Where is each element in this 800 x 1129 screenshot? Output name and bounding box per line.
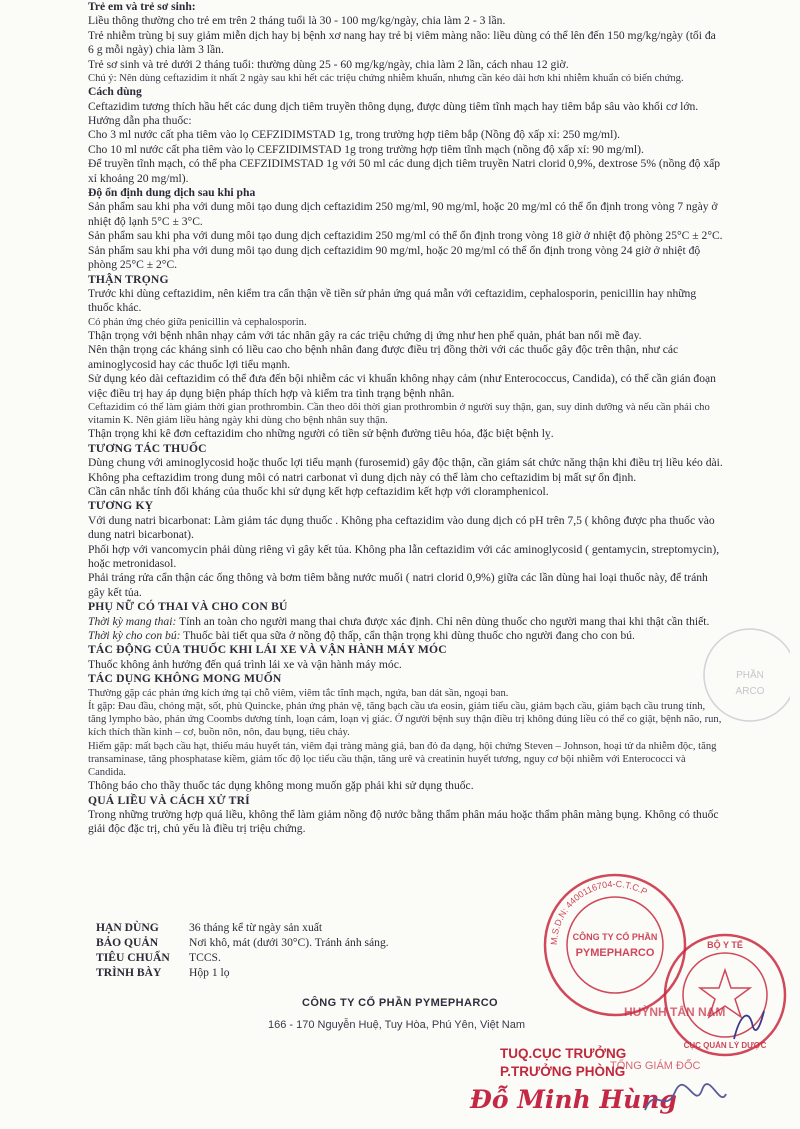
handwritten-signature xyxy=(640,1080,730,1120)
product-info-value: TCCS. xyxy=(189,951,221,964)
section-subheading: Cách dùng xyxy=(88,85,142,99)
company-name: CÔNG TY CỔ PHẦN PYMEPHARCO xyxy=(302,997,498,1009)
section-heading: QUÁ LIỀU VÀ CÁCH XỬ TRÍ xyxy=(88,793,250,807)
svg-text:PHẦN: PHẦN xyxy=(736,670,764,681)
government-stamp xyxy=(660,930,790,1060)
product-info-key: TIÊU CHUẨN xyxy=(96,951,170,964)
product-info-row xyxy=(96,950,389,965)
paragraph: Phối hợp với vancomycin phải dùng riêng vì gây kết tủa. Không pha lẫn ceftazidim với các aminoglycosid ( gentamycin, streptomycin), hoặc metronidasol. xyxy=(88,542,720,571)
paragraph: Thông báo cho thầy thuốc tác dụng không mong muốn gặp phải khi sử dụng thuốc. xyxy=(88,779,474,793)
paragraph xyxy=(88,629,724,643)
handwritten-mark xyxy=(728,1005,768,1045)
company-address: 166 - 170 Nguyễn Huệ, Tuy Hòa, Phú Yên, Việt Nam xyxy=(268,1019,526,1031)
director-name: HUỲNH TẤN NAM xyxy=(624,1005,726,1019)
paragraph: Trước khi dùng ceftazidim, nên kiểm tra cẩn thận về tiền sử phản ứng quá mẫn với ceftazidim, cephalosporin, penicillin hay những thuốc khác. xyxy=(88,286,697,315)
paragraph: Thận trọng với bệnh nhân nhạy cảm với tác nhân gây ra các triệu chứng dị ứng như hen phế quản, phát ban nổi mề đay. xyxy=(88,328,642,342)
section-heading: TÁC ĐỘNG CỦA THUỐC KHI LÁI XE VÀ VẬN HÀNH MÁY MÓC xyxy=(88,643,447,657)
paragraph: Sử dụng kéo dài ceftazidim có thể đưa đến bội nhiễm các vi khuẩn không nhạy cảm (như Enterococcus, Candida), có thể cần gián đoạn việc điều trị hay áp dụng biện pháp thích hợp và kiểm tra tình trạng bệnh nhân. xyxy=(88,372,716,400)
paragraph: Liều thông thường cho trẻ em trên 2 tháng tuổi là 30 - 100 mg/kg/ngày, chia làm 2 - 3 lần. xyxy=(88,14,506,28)
paragraph: Nên thận trọng các kháng sinh có liều cao cho bệnh nhân đang được điều trị đồng thời với các thuốc gây độc trên thận, như các aminoglycosid hay các thuốc lợi tiểu mạnh. xyxy=(88,343,679,371)
product-info-key: BẢO QUẢN xyxy=(96,936,159,949)
company-stamp-line2: PYMEPHARCO xyxy=(575,947,655,959)
section-heading: TƯƠNG TÁC THUỐC xyxy=(88,441,207,455)
paragraph: Ceftazidim tương thích hầu hết các dung dịch tiêm truyền thông dụng, được dùng tiêm tĩnh mạch hay tiêm bắp sâu vào khối cơ lớn. xyxy=(88,99,699,113)
paragraph: Để truyền tĩnh mạch, có thể pha CEFZIDIMSTAD 1g với 50 ml các dung dịch tiêm truyền Natri clorid 0,9%, dextrose 5% (nồng độ xấp xỉ khoảng 20 mg/ml). xyxy=(88,157,721,185)
product-info-value: 36 tháng kể từ ngày sản xuất xyxy=(189,921,323,934)
note-paragraph: Hiếm gặp: mất bạch cầu hạt, thiếu máu huyết tán, viêm đại tràng màng giả, ban đỏ đa dạng, hội chứng Steven – Johnson, hoại tử da nhiễm độc, tăng transaminase, tăng phosphatase kiềm, giảm tốc độ lọc tiểu cầu thận, tăng urê và creatinin huyết tương, nguy cơ bội nhiễm với Enterococci và Candida. xyxy=(88,740,717,778)
approval-line-1: TUQ.CỤC TRƯỞNG xyxy=(500,1046,627,1061)
paragraph: Với dung natri bicarbonat: Làm giảm tác dụng thuốc . Không pha ceftazidim vào dung dịch có pH trên 7,5 ( không được pha thuốc vào dung natri bicarbonat). xyxy=(88,513,715,542)
paragraph: Dùng chung với aminoglycosid hoặc thuốc lợi tiểu mạnh (furosemid) gây độc thận, cần giám sát chức năng thận khi điều trị liều kéo dài. xyxy=(88,456,723,470)
svg-text:ARCO: ARCO xyxy=(735,686,765,697)
section-heading: TƯƠNG KỴ xyxy=(88,499,154,513)
svg-text:CỤC QUẢN LÝ DƯỢC: CỤC QUẢN LÝ DƯỢC xyxy=(683,1041,767,1050)
paragraph: Sản phẩm sau khi pha với dung môi tạo dung dịch ceftazidim 250 mg/ml có thể ổn định trong vòng 18 giờ ở nhiệt độ phòng 25°C ± 2°C. xyxy=(88,229,723,243)
paragraph: Trong những trường hợp quá liều, không thể làm giảm nồng độ nước bằng thẩm phân máu hoặc thẩm phân màng bụng. Không có thuốc giải độc đặc trị, chủ yếu là điều trị triệu chứng. xyxy=(88,807,719,836)
product-info-table xyxy=(96,920,389,980)
paragraph-label: Thời kỳ mang thai: xyxy=(88,614,177,628)
section-heading: TÁC DỤNG KHÔNG MONG MUỐN xyxy=(88,672,282,686)
signer-name: Đỗ Minh Hùng xyxy=(470,1085,677,1114)
paragraph: Không pha ceftazidim trong dung môi có natri carbonat vì dung dịch này có thể làm cho ceftazidim bị mất sự ổn định. xyxy=(88,470,637,484)
paragraph: Sản phẩm sau khi pha với dung môi tạo dung dịch ceftazidim 90 mg/ml, hoặc 20 mg/ml có thể ổn định trong vòng 24 giờ ở nhiệt độ phòng 25°C ± 2°C. xyxy=(88,243,701,272)
company-stamp-line1: CÔNG TY CỔ PHẦN xyxy=(572,932,658,942)
note-paragraph: Có phản ứng chéo giữa penicillin và cephalosporin. xyxy=(88,316,307,328)
paragraph: Thuốc không ảnh hưởng đến quá trình lái xe và vận hành máy móc. xyxy=(88,657,402,671)
product-info-key: HẠN DÙNG xyxy=(96,921,159,934)
paragraph: Trẻ nhiễm trùng bị suy giảm miễn dịch hay bị bệnh xơ nang hay trẻ bị viêm màng não: liều dùng có thể lên đến 150 mg/kg/ngày (tối đa 6 g mỗi ngày) chia làm 3 lần. xyxy=(88,28,716,57)
approval-block xyxy=(500,1045,740,1081)
svg-text:BỘ Y TẾ: BỘ Y TẾ xyxy=(707,940,743,950)
note-paragraph: Thường gặp các phản ứng kích ứng tại chỗ viêm, viêm tắc tĩnh mạch, ngứa, ban dát sần, ngoại ban. xyxy=(88,687,509,699)
product-info-key: TRÌNH BÀY xyxy=(96,966,162,979)
product-info-row xyxy=(96,920,389,935)
paragraph-label: Thời kỳ cho con bú: xyxy=(88,629,181,643)
product-info-row xyxy=(96,965,389,980)
product-info-row xyxy=(96,935,389,950)
note-paragraph: Ít gặp: Đau đầu, chóng mặt, sốt, phù Quincke, phản ứng phản vệ, tăng bạch cầu ưa eosin, giảm tiểu cầu, giảm bạch cầu, giảm bạch cầu trung tính, tăng lympho bào, phản ứng Coombs dương tính, loạn cảm, loạn vị giác. Ở người bệnh suy thận điều trị không đúng liều có thể co giật, bệnh não, run, kích thích thần kinh – cơ, buồn nôn, nôn, đau bụng, tiêu chảy. xyxy=(88,700,722,739)
company-stamp-code: M.S.D.N: 4400116704-C.T.C.P xyxy=(548,878,649,946)
director-title: TỔNG GIÁM ĐỐC xyxy=(610,1060,701,1072)
product-info-value: Hộp 1 lọ xyxy=(189,966,230,979)
faded-seal xyxy=(700,620,790,730)
paragraph-text: Thuốc bài tiết qua sữa ở nồng độ thấp, cẩn thận trọng khi dùng thuốc cho người đang cho con bú. xyxy=(180,629,635,643)
section-heading: THẬN TRỌNG xyxy=(88,272,169,286)
note-paragraph: Ceftazidim có thể làm giảm thời gian prothrombin. Cần theo dõi thời gian prothrombin ở người suy thận, gan, suy dinh dưỡng và nếu cần phải cho vitamin K. Nên giảm liều hàng ngày khi dùng cho bệnh nhân suy thận. xyxy=(88,401,710,427)
section-heading: PHỤ NỮ CÓ THAI VÀ CHO CON BÚ xyxy=(88,600,288,614)
product-info-value: Nơi khô, mát (dưới 30°C). Tránh ánh sáng. xyxy=(189,936,389,949)
note-paragraph: Chú ý: Nên dùng ceftazidim ít nhất 2 ngày sau khi hết các triệu chứng nhiễm khuẩn, nhưng cần kéo dài hơn khi nhiễm khuẩn có biến chứng. xyxy=(88,73,684,85)
paragraph: Cần cân nhắc tính đối kháng của thuốc khi sử dụng kết hợp ceftazidim kết hợp với cloramphenicol. xyxy=(88,485,549,498)
paragraph-text: Tính an toàn cho người mang thai chưa được xác định. Chỉ nên dùng thuốc cho người mang thai khi thật cần thiết. xyxy=(176,614,710,628)
approval-line-2: P.TRƯỞNG PHÒNG xyxy=(500,1064,626,1079)
paragraph: Phải tráng rửa cẩn thận các ống thông và bơm tiêm bằng nước muối ( natri clorid 0,9%) giữa các lần dùng hai loại thuốc này, để tránh gây kết tủa. xyxy=(88,571,708,599)
paragraph: Cho 3 ml nước cất pha tiêm vào lọ CEFZIDIMSTAD 1g, trong trường hợp tiêm bắp (Nồng độ xấp xỉ: 250 mg/ml). xyxy=(88,128,621,142)
paragraph: Trẻ sơ sinh và trẻ dưới 2 tháng tuổi: thường dùng 25 - 60 mg/kg/ngày, chia làm 2 lần, cách nhau 12 giờ. xyxy=(88,57,569,71)
paragraph: Thận trọng khi kê đơn ceftazidim cho những người có tiền sử bệnh đường tiêu hóa, đặc biệt bệnh lỵ. xyxy=(88,427,554,441)
paragraph: Sản phẩm sau khi pha với dung môi tạo dung dịch ceftazidim 250 mg/ml, 90 mg/ml, hoặc 20 mg/ml có thể ổn định trong vòng 7 ngày ở nhiệt độ lạnh 5°C ± 3°C. xyxy=(88,200,718,228)
paragraph: Hướng dẫn pha thuốc: xyxy=(88,114,192,128)
section-subheading: Trẻ em và trẻ sơ sinh: xyxy=(88,0,196,13)
paragraph: Cho 10 ml nước cất pha tiêm vào lọ CEFZIDIMSTAD 1g trong trường hợp tiêm tĩnh mạch (nồng độ xấp xỉ: 90 mg/ml). xyxy=(88,142,644,156)
leaflet-body xyxy=(88,0,724,837)
paragraph xyxy=(88,615,724,629)
section-subheading: Độ ổn định dung dịch sau khi pha xyxy=(88,186,256,200)
